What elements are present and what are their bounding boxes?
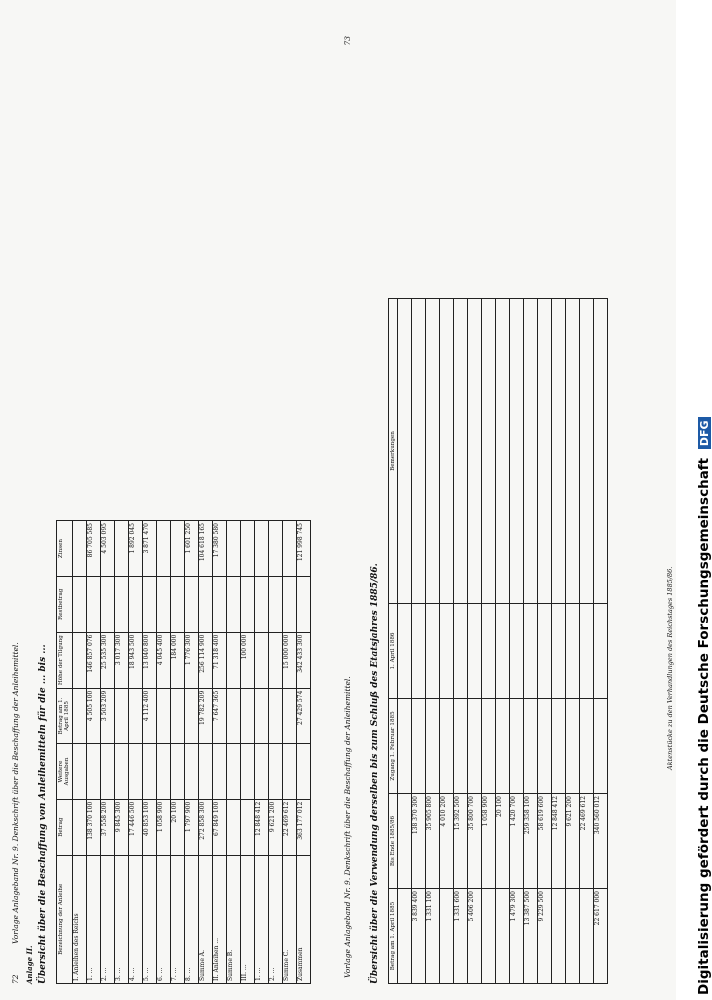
right-value-cell [594, 699, 608, 794]
left-row-label: Summe B. [226, 855, 240, 983]
left-header-cell: Restbetrag [57, 577, 73, 633]
left-value-cell [170, 521, 184, 577]
right-table-row [412, 299, 426, 984]
right-header-cell: 1. April 1886 [389, 604, 398, 699]
left-value-cell: 37 558 200 [100, 799, 114, 855]
right-value-cell [538, 299, 552, 604]
right-value-cell [398, 794, 412, 889]
left-running-head [12, 526, 24, 984]
left-value-cell: 121 998 745 [296, 521, 310, 577]
right-value-cell [398, 604, 412, 699]
right-value-cell [468, 604, 482, 699]
left-row-label: 1. ... [254, 855, 268, 983]
left-value-cell: 1 776 300 [184, 632, 198, 688]
dfg-banner-label: Digitalisierung gefördert durch die Deutsche Forschungsgemeinschaft [696, 457, 712, 995]
left-value-cell: 15 000 000 [282, 632, 296, 688]
left-table-row [128, 521, 142, 984]
left-value-cell [240, 688, 254, 744]
right-value-cell [468, 299, 482, 604]
left-row-label: 4. ... [128, 855, 142, 983]
left-header-cell: Betrag [57, 799, 73, 855]
left-page [8, 520, 346, 990]
left-row-label: Summe C. [282, 855, 296, 983]
left-value-cell [268, 521, 282, 577]
left-value-cell: 3 871 470 [142, 521, 156, 577]
left-row-label: 8. ... [184, 855, 198, 983]
left-value-cell [184, 577, 198, 633]
right-table-row [468, 299, 482, 984]
left-value-cell [226, 577, 240, 633]
right-table-row [524, 299, 538, 984]
left-table-header-row [57, 521, 73, 984]
left-table-row [86, 521, 100, 984]
left-value-cell: 3 017 300 [114, 632, 128, 688]
left-running-head-text: Vorlage Anlageband Nr. 9. Denkschrift über die Beschaffung der Anleihemittel. [11, 642, 20, 944]
right-table [388, 298, 608, 984]
right-footer: Aktenstücke zu den Verhandlungen des Reichstages 1885/86. [665, 566, 674, 770]
left-table-row [282, 521, 296, 984]
right-value-cell [580, 299, 594, 604]
left-value-cell [282, 577, 296, 633]
left-row-label: Zusammen [296, 855, 310, 983]
left-value-cell [198, 577, 212, 633]
right-header-cell: Betrag am 1. April 1885 [389, 889, 398, 984]
right-value-cell [454, 604, 468, 699]
right-table-row [482, 299, 496, 984]
left-value-cell [226, 521, 240, 577]
left-value-cell [212, 744, 226, 799]
dfg-banner-text [696, 417, 712, 995]
left-value-cell [156, 521, 170, 577]
right-table-row [496, 299, 510, 984]
left-table-row [212, 521, 226, 984]
left-value-cell [86, 744, 100, 799]
left-value-cell: 4 503 095 [100, 521, 114, 577]
left-value-cell [156, 744, 170, 799]
right-value-cell: 259 358 100 [524, 794, 538, 889]
right-value-cell [524, 699, 538, 794]
left-table-row [254, 521, 268, 984]
left-section-label: Anlage II. [25, 945, 34, 984]
left-row-label: II. Anleihen ... [212, 855, 226, 983]
left-value-cell [114, 521, 128, 577]
left-value-cell: 138 370 100 [86, 799, 100, 855]
left-value-cell: 1 601 250 [184, 521, 198, 577]
right-value-cell: 1 331 600 [454, 889, 468, 984]
right-value-cell: 35 800 700 [468, 794, 482, 889]
left-value-cell [282, 688, 296, 744]
right-value-cell [524, 604, 538, 699]
left-value-cell [72, 744, 86, 799]
right-table-row [594, 299, 608, 984]
left-value-cell [72, 688, 86, 744]
left-value-cell: 9 621 200 [268, 799, 282, 855]
right-table-row [426, 299, 440, 984]
left-value-cell [128, 688, 142, 744]
right-value-cell [552, 604, 566, 699]
right-value-cell [580, 889, 594, 984]
right-value-cell: 22 617 000 [594, 889, 608, 984]
right-value-cell [440, 604, 454, 699]
left-value-cell [100, 744, 114, 799]
left-value-cell [184, 688, 198, 744]
left-header-label: Bezeichnung der Anleihe [57, 855, 73, 983]
left-title: Übersicht über die Beschaffung von Anleihemitteln für die ... bis ... [38, 644, 48, 984]
right-value-cell [580, 604, 594, 699]
right-table-row [398, 299, 412, 984]
left-value-cell [142, 577, 156, 633]
right-value-cell [594, 299, 608, 604]
left-value-cell: 18 943 500 [128, 632, 142, 688]
left-value-cell [240, 577, 254, 633]
right-value-cell [482, 889, 496, 984]
right-table-row [454, 299, 468, 984]
right-value-cell [496, 699, 510, 794]
right-value-cell [440, 299, 454, 604]
right-running-head [344, 36, 356, 984]
right-header-cell: Bemerkungen [389, 299, 398, 604]
left-value-cell: 13 040 800 [142, 632, 156, 688]
right-value-cell [412, 604, 426, 699]
left-value-cell [156, 577, 170, 633]
right-value-cell: 340 560 012 [594, 794, 608, 889]
left-value-cell: 342 433 300 [296, 632, 310, 688]
left-value-cell [254, 577, 268, 633]
right-value-cell [552, 699, 566, 794]
left-table-row [72, 521, 86, 984]
right-value-cell [538, 604, 552, 699]
right-value-cell: 9 229 500 [538, 889, 552, 984]
right-value-cell: 5 406 200 [468, 889, 482, 984]
left-value-cell [156, 688, 170, 744]
left-value-cell [198, 744, 212, 799]
left-value-cell: 17 446 500 [128, 799, 142, 855]
right-value-cell [482, 699, 496, 794]
right-value-cell: 58 619 600 [538, 794, 552, 889]
left-value-cell: 4 045 400 [156, 632, 170, 688]
left-value-cell: 272 858 300 [198, 799, 212, 855]
left-table-row [240, 521, 254, 984]
right-header-cell: Zugang 1. Februar 1885 [389, 699, 398, 794]
left-value-cell: 104 618 165 [198, 521, 212, 577]
left-header-cell: Zinsen [57, 521, 73, 577]
left-table-row [296, 521, 310, 984]
left-value-cell [212, 577, 226, 633]
right-table-row [510, 299, 524, 984]
left-value-cell [128, 744, 142, 799]
right-value-cell [426, 604, 440, 699]
left-value-cell: 1 797 900 [184, 799, 198, 855]
right-page [340, 30, 678, 990]
left-value-cell: 20 100 [170, 799, 184, 855]
right-value-cell: 1 058 900 [482, 794, 496, 889]
left-value-cell [226, 688, 240, 744]
right-value-cell [398, 299, 412, 604]
left-value-cell [72, 799, 86, 855]
left-row-label: 5. ... [142, 855, 156, 983]
right-table-row [566, 299, 580, 984]
left-table-row [226, 521, 240, 984]
right-value-cell: 1 420 700 [510, 794, 524, 889]
right-header-cell: Bis Ende 1885/86 [389, 794, 398, 889]
left-header-cell: Weitere Ausgaben [57, 744, 73, 799]
right-running-head-text: Vorlage Anlageband Nr. 9. Denkschrift über die Beschaffung der Anleihemittel. [343, 676, 352, 978]
left-value-cell: 363 177 012 [296, 799, 310, 855]
left-table-row [268, 521, 282, 984]
left-row-label: 6. ... [156, 855, 170, 983]
right-value-cell: 13 387 500 [524, 889, 538, 984]
left-value-cell: 1 892 045 [128, 521, 142, 577]
left-value-cell [184, 744, 198, 799]
right-value-cell [426, 299, 440, 604]
right-value-cell [524, 299, 538, 604]
left-value-cell [240, 521, 254, 577]
left-value-cell: 100 000 [240, 632, 254, 688]
left-value-cell: 146 857 076 [86, 632, 100, 688]
right-value-cell [454, 699, 468, 794]
left-value-cell: 25 535 300 [100, 632, 114, 688]
left-value-cell [254, 744, 268, 799]
left-value-cell [254, 632, 268, 688]
left-value-cell [170, 744, 184, 799]
right-value-cell [552, 299, 566, 604]
right-value-cell [440, 889, 454, 984]
left-value-cell: 40 853 100 [142, 799, 156, 855]
left-value-cell [268, 688, 282, 744]
right-table-header-row [389, 299, 398, 984]
left-value-cell [128, 577, 142, 633]
left-row-label: I. Anleihen des Reichs [72, 855, 86, 983]
right-value-cell: 22 469 612 [580, 794, 594, 889]
left-row-label: 3. ... [114, 855, 128, 983]
left-value-cell: 22 469 612 [282, 799, 296, 855]
right-page-number: 73 [343, 36, 352, 46]
left-value-cell [240, 744, 254, 799]
right-value-cell [552, 889, 566, 984]
left-value-cell: 1 058 900 [156, 799, 170, 855]
left-value-cell: 12 848 412 [254, 799, 268, 855]
right-table-row [538, 299, 552, 984]
left-value-cell [114, 577, 128, 633]
left-value-cell [226, 799, 240, 855]
left-value-cell [226, 632, 240, 688]
left-value-cell [226, 744, 240, 799]
right-value-cell [566, 604, 580, 699]
left-value-cell [268, 744, 282, 799]
right-value-cell: 1 331 100 [426, 889, 440, 984]
left-value-cell [142, 744, 156, 799]
right-value-cell [496, 889, 510, 984]
left-value-cell [282, 521, 296, 577]
right-value-cell [398, 889, 412, 984]
left-value-cell [86, 577, 100, 633]
left-header-cell: Höhe der Tilgung [57, 632, 73, 688]
right-value-cell: 9 621 200 [566, 794, 580, 889]
right-value-cell [440, 699, 454, 794]
left-table-row [100, 521, 114, 984]
right-value-cell: 20 100 [496, 794, 510, 889]
left-value-cell: 67 849 100 [212, 799, 226, 855]
right-value-cell [412, 299, 426, 604]
left-value-cell: 4 112 400 [142, 688, 156, 744]
right-table-row [440, 299, 454, 984]
left-value-cell [268, 632, 282, 688]
right-value-cell [566, 299, 580, 604]
left-value-cell [72, 632, 86, 688]
right-value-cell [594, 604, 608, 699]
left-row-label: 1. ... [86, 855, 100, 983]
right-value-cell [426, 699, 440, 794]
right-value-cell: 35 905 800 [426, 794, 440, 889]
right-value-cell: 3 839 400 [412, 889, 426, 984]
left-value-cell [114, 688, 128, 744]
left-table-row [184, 521, 198, 984]
left-table-row [142, 521, 156, 984]
left-table-row [156, 521, 170, 984]
left-value-cell: 71 318 400 [212, 632, 226, 688]
left-value-cell: 19 782 209 [198, 688, 212, 744]
right-table-row [580, 299, 594, 984]
right-value-cell [566, 889, 580, 984]
right-title: Übersicht über die Verwendung derselben bis zum Schluß des Etatsjahres 1885/86. [370, 563, 380, 984]
left-row-label: 2. ... [100, 855, 114, 983]
left-value-cell [296, 744, 310, 799]
left-value-cell [296, 577, 310, 633]
left-value-cell: 17 380 580 [212, 521, 226, 577]
right-value-cell: 15 392 500 [454, 794, 468, 889]
left-row-label: III. ... [240, 855, 254, 983]
left-value-cell [254, 688, 268, 744]
left-value-cell: 86 705 585 [86, 521, 100, 577]
left-value-cell: 4 505 100 [86, 688, 100, 744]
left-value-cell [254, 521, 268, 577]
dfg-logo-badge: DFG [698, 417, 711, 449]
right-value-cell [538, 699, 552, 794]
right-value-cell: 138 370 300 [412, 794, 426, 889]
right-value-cell [468, 699, 482, 794]
left-value-cell [170, 688, 184, 744]
left-value-cell [100, 577, 114, 633]
right-value-cell [510, 699, 524, 794]
left-value-cell [282, 744, 296, 799]
right-value-cell [482, 604, 496, 699]
right-value-cell: 4 010 200 [440, 794, 454, 889]
left-table-row [114, 521, 128, 984]
left-value-cell: 3 503 209 [100, 688, 114, 744]
right-value-cell [496, 299, 510, 604]
right-value-cell: 12 848 412 [552, 794, 566, 889]
right-table-row [552, 299, 566, 984]
right-value-cell: 1 479 300 [510, 889, 524, 984]
right-value-cell [510, 299, 524, 604]
dfg-banner [676, 0, 712, 1000]
left-page-number: 72 [11, 974, 20, 984]
left-row-label: 7. ... [170, 855, 184, 983]
left-value-cell [114, 744, 128, 799]
left-header-cell: Betrag am 1. April 1885 [57, 688, 73, 744]
left-value-cell [72, 521, 86, 577]
left-value-cell [240, 799, 254, 855]
left-table [56, 520, 311, 984]
left-value-cell [170, 577, 184, 633]
left-value-cell: 184 000 [170, 632, 184, 688]
left-value-cell [268, 577, 282, 633]
right-value-cell [412, 699, 426, 794]
left-value-cell: 7 647 365 [212, 688, 226, 744]
right-value-cell [580, 699, 594, 794]
right-value-cell [398, 699, 412, 794]
left-value-cell: 27 429 574 [296, 688, 310, 744]
left-row-label: 2. ... [268, 855, 282, 983]
right-value-cell [566, 699, 580, 794]
left-value-cell: 9 845 300 [114, 799, 128, 855]
left-table-row [170, 521, 184, 984]
left-row-label: Summe A. [198, 855, 212, 983]
right-value-cell [482, 299, 496, 604]
right-value-cell [454, 299, 468, 604]
left-table-row [198, 521, 212, 984]
left-value-cell: 256 114 900 [198, 632, 212, 688]
right-value-cell [510, 604, 524, 699]
left-value-cell [72, 577, 86, 633]
right-value-cell [496, 604, 510, 699]
